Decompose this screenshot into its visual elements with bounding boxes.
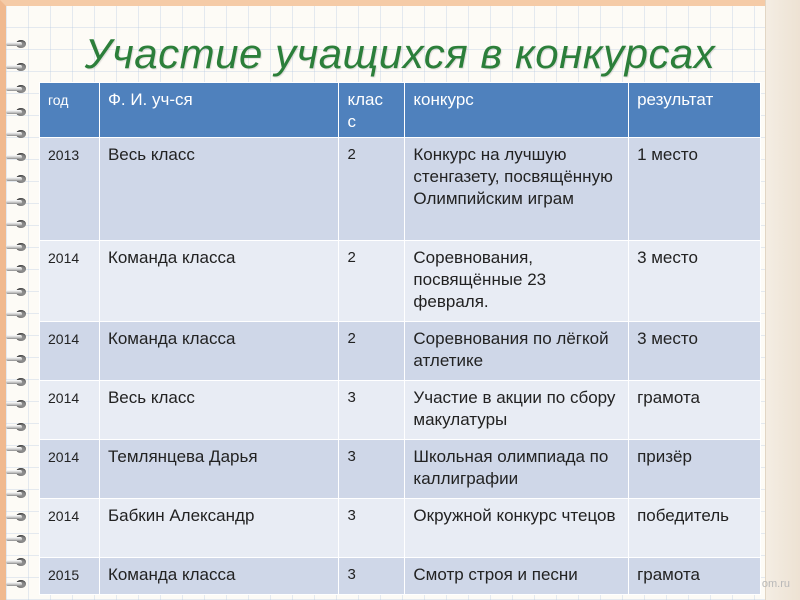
table-row	[40, 322, 761, 381]
cell-year: 2014	[40, 381, 100, 440]
cell-result: 3 место	[629, 322, 761, 381]
spiral-ring-icon	[6, 310, 28, 318]
cell-contest: Окружной конкурс чтецов	[405, 499, 629, 558]
spiral-ring-icon	[6, 220, 28, 228]
spiral-ring-icon	[6, 535, 28, 543]
cell-year: 2014	[40, 241, 100, 322]
spiral-ring-icon	[6, 333, 28, 341]
cell-contest: Соревнования по лёгкой атлетике	[405, 322, 629, 381]
spiral-ring-icon	[6, 265, 28, 273]
table-header-row	[40, 83, 761, 138]
cell-student-name: Темлянцева Дарья	[99, 440, 339, 499]
spiral-ring-icon	[6, 108, 28, 116]
spiral-ring-icon	[6, 288, 28, 296]
cell-grade: 2	[339, 322, 405, 381]
header-student-name: Ф. И. уч-ся	[99, 83, 339, 138]
header-result: результат	[629, 83, 761, 138]
spiral-ring-icon	[6, 513, 28, 521]
spiral-ring-icon	[6, 243, 28, 251]
table-row	[40, 558, 761, 595]
cell-grade: 3	[339, 381, 405, 440]
cell-year: 2015	[40, 558, 100, 595]
spiral-ring-icon	[6, 63, 28, 71]
cell-grade: 3	[339, 558, 405, 595]
cell-year: 2014	[40, 322, 100, 381]
cell-student-name: Весь класс	[99, 138, 339, 241]
spiral-ring-icon	[6, 580, 28, 588]
table-row	[40, 381, 761, 440]
cell-year: 2014	[40, 440, 100, 499]
spiral-ring-icon	[6, 378, 28, 386]
spiral-ring-icon	[6, 85, 28, 93]
cell-contest: Смотр строя и песни	[405, 558, 629, 595]
spiral-ring-icon	[6, 355, 28, 363]
spiral-ring-icon	[6, 198, 28, 206]
cell-grade: 2	[339, 138, 405, 241]
cell-year: 2013	[40, 138, 100, 241]
page-edge	[765, 0, 800, 600]
cell-result: победитель	[629, 499, 761, 558]
cell-year: 2014	[40, 499, 100, 558]
results-table	[39, 82, 761, 595]
spiral-ring-icon	[6, 175, 28, 183]
spiral-ring-icon	[6, 130, 28, 138]
spiral-ring-icon	[6, 400, 28, 408]
cell-result: грамота	[629, 558, 761, 595]
spiral-ring-icon	[6, 468, 28, 476]
cell-contest: Конкурс на лучшую стенгазету, посвящённую Олимпийским играм	[405, 138, 629, 241]
spiral-ring-icon	[6, 423, 28, 431]
cell-result: 3 место	[629, 241, 761, 322]
spiral-ring-icon	[6, 445, 28, 453]
cell-contest: Школьная олимпиада по каллиграфии	[405, 440, 629, 499]
table-row	[40, 138, 761, 241]
cell-student-name: Весь класс	[99, 381, 339, 440]
cell-grade: 3	[339, 440, 405, 499]
spiral-ring-icon	[6, 558, 28, 566]
spiral-ring-icon	[6, 490, 28, 498]
cell-result: призёр	[629, 440, 761, 499]
table-row	[40, 440, 761, 499]
table-row	[40, 241, 761, 322]
table-row	[40, 499, 761, 558]
page-title: Участие учащихся в конкурсах	[84, 30, 716, 77]
cell-contest: Участие в акции по сбору макулатуры	[405, 381, 629, 440]
cell-result: грамота	[629, 381, 761, 440]
spiral-ring-icon	[6, 153, 28, 161]
header-grade: клас с	[339, 83, 405, 138]
cell-student-name: Команда класса	[99, 558, 339, 595]
header-contest: конкурс	[405, 83, 629, 138]
watermark: om.ru	[761, 578, 790, 590]
spiral-ring-icon	[6, 40, 28, 48]
cell-grade: 2	[339, 241, 405, 322]
cell-result: 1 место	[629, 138, 761, 241]
cell-student-name: Команда класса	[99, 241, 339, 322]
cell-student-name: Команда класса	[99, 322, 339, 381]
cell-grade: 3	[339, 499, 405, 558]
cell-student-name: Бабкин Александр	[99, 499, 339, 558]
cell-contest: Соревнования, посвящённые 23 февраля.	[405, 241, 629, 322]
header-year: год	[40, 83, 100, 138]
